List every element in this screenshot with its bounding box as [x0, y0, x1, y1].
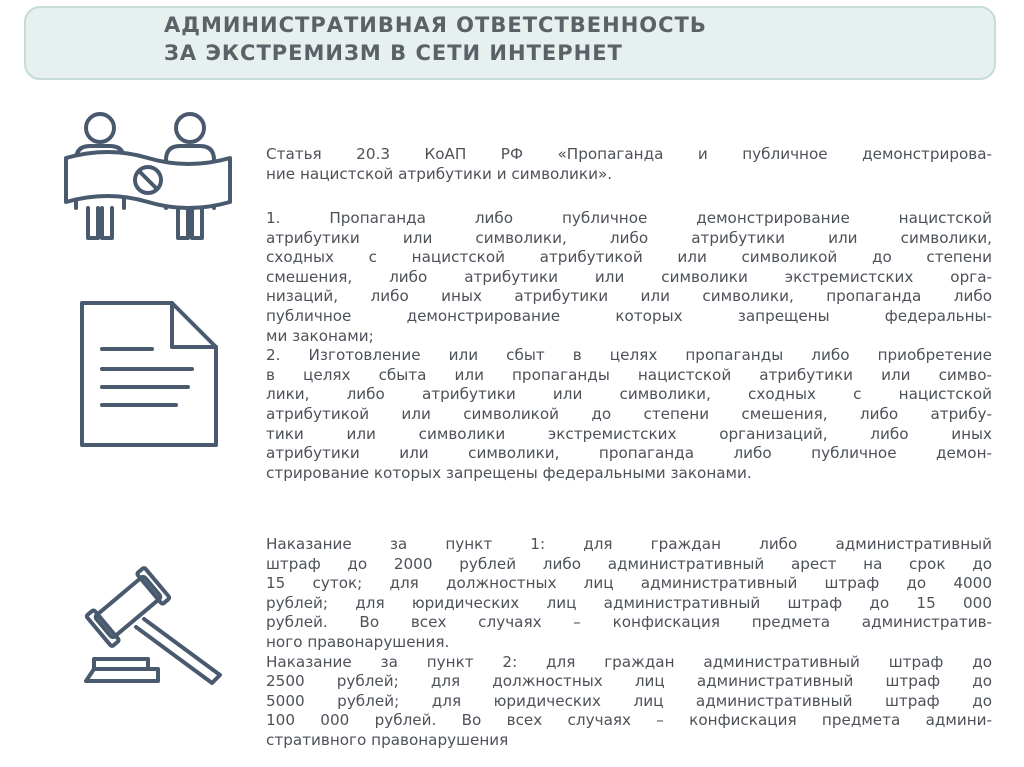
text-line: тики или символики экстремистских организаций, либо иных	[266, 424, 992, 443]
text-line: рублей. Во всех случаях – конфискация предмета административ-	[266, 613, 992, 632]
text-line: 2. Изготовление или сбыт в целях пропаганды либо приобретение	[266, 346, 992, 365]
text-line: публичное демонстрирование которых запрещены федеральны-	[266, 306, 992, 325]
text-line: 2500 рублей; для должностных лиц административный штраф до	[266, 672, 992, 691]
text-line: Наказание за пункт 2: для граждан административный штраф до	[266, 652, 992, 671]
text-line: штраф до 2000 рублей либо административный арест на срок до	[266, 554, 992, 573]
text-line: низаций, либо иных атрибутики или символики, пропаганда либо	[266, 287, 992, 306]
text-line: стрирование которых запрещены федеральными законами.	[266, 463, 752, 482]
text-line: атрибутики или символики, пропаганда либо публичное демон-	[266, 444, 992, 463]
text-line: сходных с нацистской атрибутикой или символикой до степени	[266, 248, 992, 267]
text-line: смешения, либо атрибутики или символики экстремистских орга-	[266, 267, 992, 286]
text-line: рублей; для юридических лиц административный штраф до 15 000	[266, 593, 992, 612]
text-line: 15 суток; для должностных лиц административный штраф до 4000	[266, 574, 992, 593]
text-line: атрибутикой или символикой до степени смешения, либо атрибу-	[266, 404, 992, 423]
gavel-icon	[82, 563, 232, 685]
text-line: ние нацистской атрибутики и символики».	[266, 164, 613, 183]
text-line: Наказание за пункт 1: для граждан либо административный	[266, 535, 992, 553]
document-icon	[76, 297, 222, 451]
text-line: Статья 20.3 КоАП РФ «Пропаганда и публичное демонстрирова-	[266, 145, 992, 163]
page-title-line-1: АДМИНИСТРАТИВНАЯ ОТВЕТСТВЕННОСТЬ	[164, 13, 707, 37]
text-line: 100 000 рублей. Во всех случаях – конфискация предмета админи-	[266, 711, 992, 730]
text-line: стративного правонарушения	[266, 730, 509, 749]
text-line: ми законами;	[266, 326, 374, 345]
text-line: атрибутики или символики, либо атрибутики или символики,	[266, 228, 992, 247]
penalty-text	[266, 535, 992, 751]
text-line: ного правонарушения.	[266, 632, 450, 651]
people-with-prohibition-banner-icon	[60, 108, 238, 244]
text-line: в целях сбыта или пропаганды нацистской атрибутики или симво-	[266, 365, 992, 384]
article-title-text	[266, 145, 992, 184]
text-line: 1. Пропаганда либо публичное демонстрирование нацистской	[266, 209, 992, 227]
text-line: 5000 рублей; для юридических лиц административный штраф до	[266, 691, 992, 710]
text-line: лики, либо атрибутики или символики, сходных с нацистской	[266, 385, 992, 404]
article-items-text	[266, 209, 992, 483]
page-title-line-2: ЗА ЭКСТРЕМИЗМ В СЕТИ ИНТЕРНЕТ	[164, 41, 623, 65]
